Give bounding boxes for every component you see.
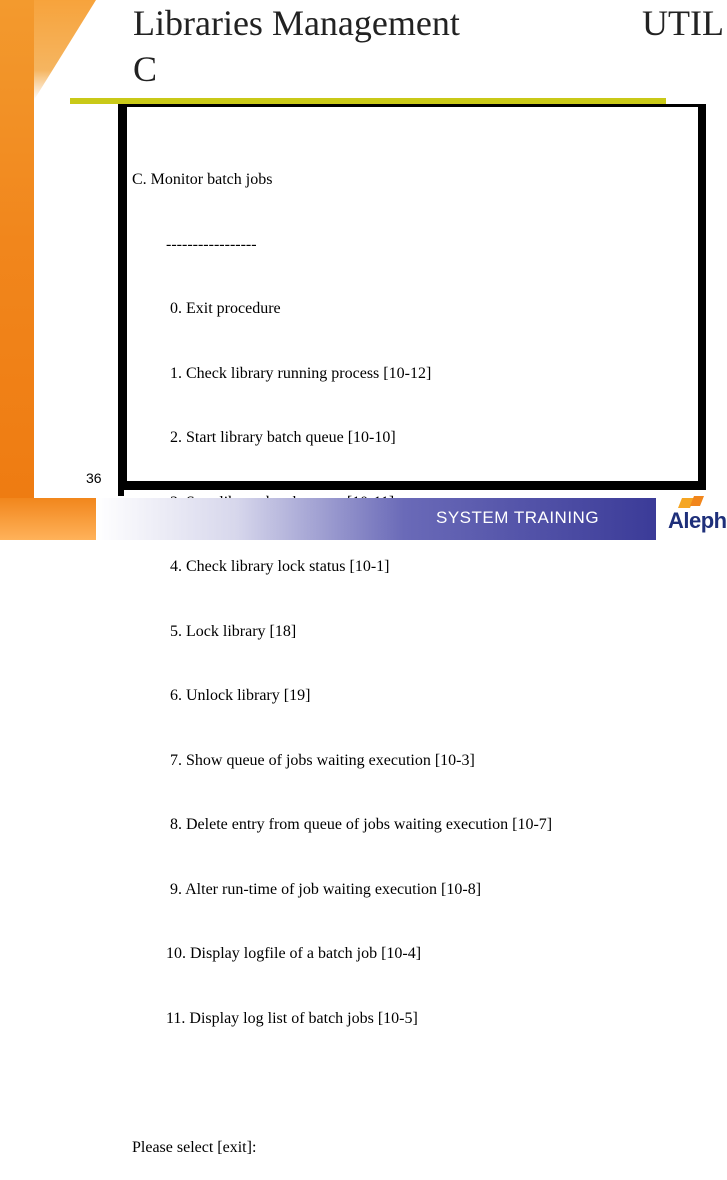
left-accent-bar (0, 0, 34, 540)
menu-option: 6. Unlock library [19] (170, 687, 311, 704)
footer-label: SYSTEM TRAINING (436, 508, 600, 527)
menu-option: 7. Show queue of jobs waiting execution [10-3] (170, 751, 475, 769)
terminal-text (132, 126, 552, 1180)
menu-option: 11. Display log list of batch jobs [10-5] (166, 1009, 418, 1027)
page-number: 36 (86, 470, 102, 486)
menu-option: 2. Start library batch queue [10-10] (170, 429, 396, 446)
terminal-shadow-right (700, 104, 706, 490)
menu-prompt: Please select [exit]: (132, 1138, 257, 1156)
menu-option: 5. Lock library [18] (170, 622, 297, 640)
menu-separator: ----------------- (166, 235, 257, 253)
slide-title-line2: C (133, 49, 158, 89)
menu-heading: C. Monitor batch jobs (132, 171, 273, 188)
spacer (132, 1072, 552, 1094)
footer-orange-block (0, 498, 96, 540)
slide-title: Libraries Management (133, 3, 460, 43)
menu-option: 9. Alter run-time of job waiting execution [10-8] (170, 880, 482, 898)
terminal-shadow-left (118, 104, 124, 496)
menu-option: 8. Delete entry from queue of jobs waiting execution [10-7] (170, 816, 553, 833)
slide-title-right: UTIL (642, 3, 724, 43)
left-accent-wedge (34, 0, 96, 100)
menu-option: 10. Display logfile of a batch job [10-4] (166, 945, 422, 962)
menu-option: 1. Check library running process [10-12] (170, 364, 432, 382)
aleph-logo-text: Aleph (668, 508, 727, 533)
menu-option: 4. Check library lock status [10-1] (170, 558, 390, 575)
menu-option: 0. Exit procedure (170, 300, 281, 317)
